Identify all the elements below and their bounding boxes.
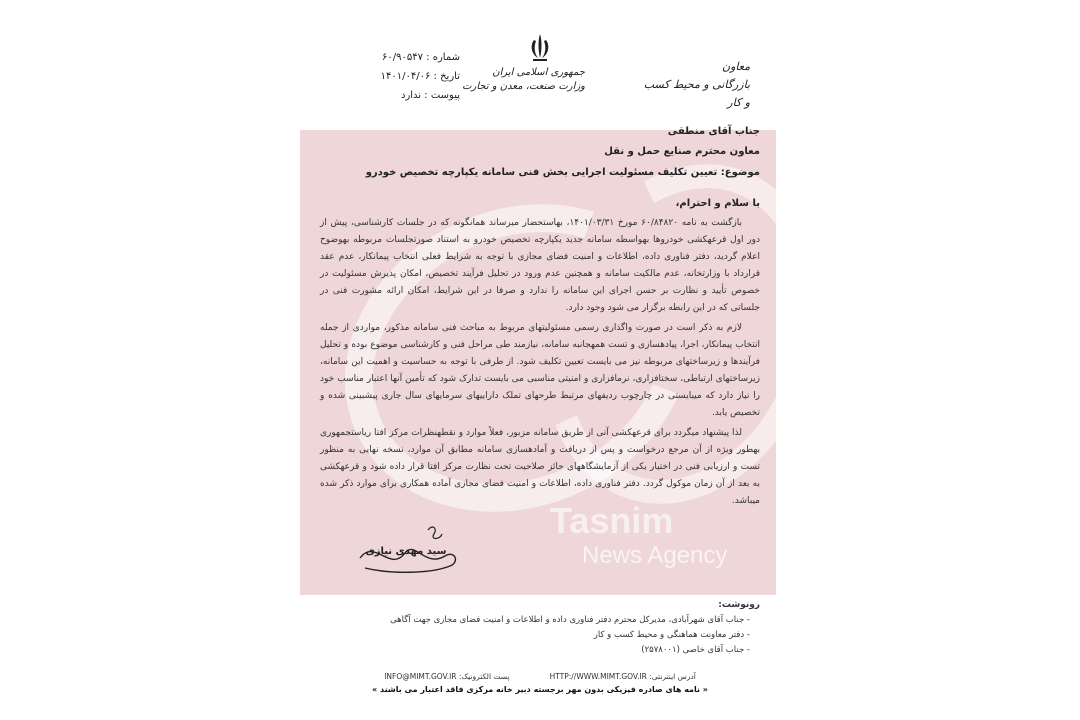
letter-number-row: [340, 48, 460, 67]
footer-note: « نامه های صادره فیزیکی بدون مهر برجسته دبیر خانه مرکزی فاقد اعتبار می باشند »: [372, 685, 708, 694]
letter-attachment-value: ندارد: [401, 90, 422, 101]
cc-item: - دفتر معاونت هماهنگی و محیط کسب و کار: [320, 628, 750, 643]
footer-email: پست الکترونیک: INFO@MIMT.GOV.IR: [384, 672, 510, 681]
iran-emblem-icon: [527, 32, 553, 62]
cc-item: - جناب آقای خاصی (۲۵۷۸۰۰۱): [320, 643, 750, 658]
footer-contacts: [300, 670, 780, 683]
addressee-title: معاون محترم صنایع حمل و نقل: [604, 146, 760, 157]
letter-paragraph: بازگشت به نامه ۶۰/۸۴۸۲۰ مورخ ۱۴۰۱/۰۳/۳۱، بهاستحضار میرساند همانگونه که در جلسات کارشناسی، پیش از دور اول قرعهکشی خودروها بهواسطه سامانه جدید یکپارچه تخصیص خودرو به استناد صورتجلسات مربوطه بهوضوح اعلام گردید، دفتر فناوری داده، اطلاعات و امنیت فضای مجازی با توجه به شرایط فعلی انتخاب پیمانکار، عدم عقد قرارداد با وزارتخانه، عدم مالکیت سامانه و همچنین عدم ورود در تحلیل فرآیند تخصیص، امکان پذیرش مسئولیت در خصوص تأیید و نظارت بر حسن اجرای این سامانه را ندارد و صرفا در این شرایط، امکان ارائه مشورت فنی در جلساتی که در این رابطه برگزار می شود وجود دارد.: [320, 218, 760, 313]
cc-list: [320, 598, 760, 658]
letter-greeting: با سلام و احترام،: [675, 198, 760, 209]
letter-paragraph: لازم به ذکر است در صورت واگذاری رسمی مسئولیتهای مربوط به مباحث فنی سامانه مذکور، مواردی از جمله انتخاب پیمانکار، اجرا، پیادهسازی و تست همهجانبه سامانه، نیازمند طی مراحل فنی و کارشناسی موضوع بوده و تحلیل فرآیندها و زیرساختهای مربوطه نیز می بایست تعیین تکلیف شود. از طرفی با توجه به حساسیت و اهمیت این سامانه، زیرساختهای ارتباطی، سختافزاری، نرمافزاری و امنیتی مناسبی می بایست تدارک شود که تأمین آنها اعتبار مناسب خود را نیاز دارد که میبایستی در چارچوب ردیفهای مرتبط طرحهای تملک داراییهای سرمایهای سال جاری پیشبینی شده و تخصیص یابد.: [320, 323, 760, 418]
country-name: جمهوری اسلامی ایران: [492, 67, 585, 78]
addressee-name: جناب آقای منطقی: [667, 126, 760, 137]
letter-header: [300, 18, 780, 128]
office-title-line: بازرگانی و محیط کسب و کار: [643, 78, 750, 109]
letter-body: [320, 122, 760, 510]
watermark-subtext: News Agency: [582, 542, 728, 569]
cc-title: رونوشت:: [718, 600, 760, 610]
letter-meta: [340, 48, 460, 105]
letter-attachment-row: [340, 86, 460, 105]
letter-paragraph: لذا پیشنهاد میگردد برای قرعهکشی آتی از طریق سامانه مزبور، فعلاً موارد و نقطهنظرات مرکز افتا ریاستجمهوری بهطور ویژه از آن مرجع درخواست و پس از دریافت و آمادهسازی سامانه مطابق آن موارد، نسخه نهایی به منظور تست و ارزیابی فنی در اختیار یکی از آزمایشگاههای حائز صلاحیت تحت نظارت مرکز افتا قرار داده شود و قرعهکشی به بعد از آن زمان موکول گردد. دفتر فناوری داده، اطلاعات و امنیت فضای مجازی آماده همکاری برای موارد ذکر شده میباشد.: [320, 428, 760, 506]
signer-name: سید مهدی نیازی: [365, 546, 447, 557]
office-title: [640, 58, 750, 112]
cc-item: - جناب آقای شهرآبادی، مدیرکل محترم دفتر فناوری داده و اطلاعات و امنیت فضای مجازی جهت آگاهی: [320, 613, 750, 628]
office-title-line: معاون: [722, 60, 750, 73]
letter-subject: موضوع: تعیین تکلیف مسئولیت اجرایی بخش فنی سامانه یکپارچه تخصیص خودرو: [365, 167, 760, 178]
footer-website: آدرس اینترنتی: HTTP://WWW.MIMT.GOV.IR: [549, 672, 696, 681]
letter-date-row: [340, 67, 460, 86]
letter-footer: [300, 670, 780, 696]
ministry-name: وزارت صنعت، معدن و تجارت: [462, 81, 585, 92]
letter-number-label: شماره :: [426, 52, 460, 63]
letter-date-value: ۱۴۰۱/۰۴/۰۶: [380, 71, 431, 82]
watermark-text: Tasnim: [550, 500, 674, 541]
letter-number-value: ۶۰/۹۰۵۴۷: [382, 52, 423, 63]
letter-date-label: تاریخ :: [433, 71, 460, 82]
ministry-block: [462, 32, 585, 94]
letter-attachment-label: پیوست :: [424, 90, 460, 101]
letter-page: [300, 18, 780, 714]
